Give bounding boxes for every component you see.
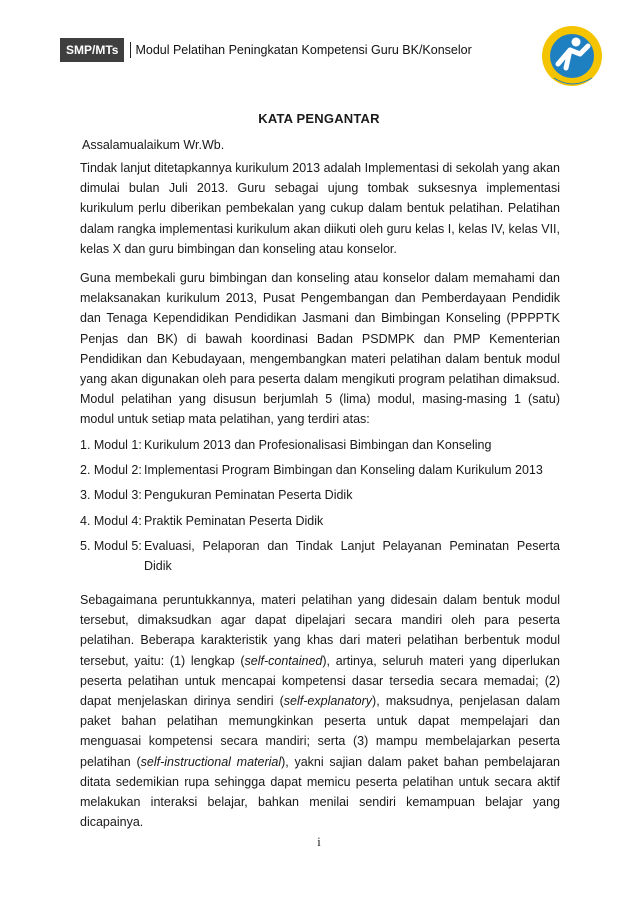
paragraph-3-text <box>80 590 560 832</box>
list-item-text: Kurikulum 2013 dan Profesionalisasi Bimbingan dan Konseling <box>144 438 492 452</box>
module-list <box>80 435 560 581</box>
list-item <box>80 435 560 455</box>
list-item <box>80 460 560 480</box>
level-badge: SMP/MTs <box>60 38 124 62</box>
list-item-number: 4. Modul 4: <box>80 513 142 528</box>
list-item <box>80 485 560 505</box>
kurikulum-2013-logo-icon <box>536 20 608 92</box>
list-item-text: Evaluasi, Pelaporan dan Tindak Lanjut Pelayanan Peminatan Peserta Didik <box>144 538 560 573</box>
paragraph-1 <box>80 158 560 259</box>
list-item-text: Praktik Peminatan Peserta Didik <box>144 513 324 528</box>
list-item-number: 5. Modul 5: <box>80 538 142 553</box>
paragraph-2-text: Guna membekali guru bimbingan dan konseling atau konselor dalam memahami dan melaksanakan kurikulum 2013, Pusat Pengembangan dan Pemberdayaan Pendidik dan Tenaga Kependidikan Pendidikan Jasmani dan Bimbingan Konseling (PPPPTK Penjas dan BK) di bawah koordinasi Badan PSDMPK dan PMP Kementerian Pendidikan dan Kebudayaan, mengembangkan materi pelatihan dalam bentuk modul yang akan digunakan oleh para peserta dalam mengikuti program pelatihan dimaksud. Modul pelatihan yang disusun berjumlah 5 (lima) modul, masing-masing 1 (satu) modul untuk setiap mata pelatihan, yang terdiri atas: <box>80 271 560 427</box>
paragraph-2 <box>80 268 560 430</box>
list-item-number: 3. Modul 3: <box>80 488 142 503</box>
paragraph-3-part-3: ), maksudnya, penjelasan dalam paket bahan pelatihan memungkinkan peserta untuk dapat mempelajari dan menguasai kompetensi secara mandiri; serta (3) mampu membelajarkan peserta pelatihan ( <box>80 694 560 769</box>
greeting: Assalamualaikum Wr.Wb. <box>82 138 225 152</box>
header-title: Modul Pelatihan Peningkatan Kompetensi Guru BK/Konselor <box>135 43 472 57</box>
paragraph-3-part-1: Sebagaimana peruntukkannya, materi pelatihan yang didesain dalam bentuk modul tersebut, dimaksudkan agar dapat dipelajari secara mandiri oleh para peserta pelatihan. Beberapa karakteristik yang khas dari materi pelatihan berbentuk modul tersebut, yaitu: (1) lengkap ( <box>80 593 560 668</box>
section-title: KATA PENGANTAR <box>258 111 380 126</box>
paragraph-3-part-2: ), artinya, seluruh materi yang diperlukan peserta pelatihan untuk mencapai kompetensi dasar tersedia secara memadai; (2) dapat menjelaskan dirinya sendiri ( <box>80 653 560 709</box>
paragraph-3-term-1: self-contained <box>244 653 323 668</box>
page-number: i <box>317 835 321 849</box>
paragraph-3-term-3: self-instructional material <box>140 754 282 769</box>
list-item-text: Implementasi Program Bimbingan dan Konseling dalam Kurikulum 2013 <box>144 463 543 478</box>
list-item <box>80 511 560 531</box>
paragraph-3-part-4: ), yakni sajian dalam paket bahan pembelajaran ditata sedemikian rupa sehingga dapat memicu peserta pelatihan untuk secara aktif melakukan interaksi belajar, bahkan menilai sendiri kemampuan belajar yang dicapainya. <box>80 754 561 830</box>
header-divider <box>130 42 131 58</box>
running-header <box>60 38 472 62</box>
list-item-text: Pengukuran Peminatan Peserta Didik <box>144 488 353 503</box>
paragraph-3-term-2: self-explanatory <box>283 694 373 709</box>
list-item <box>80 536 560 576</box>
list-item-number: 2. Modul 2: <box>80 463 142 478</box>
list-item-number: 1. Modul 1: <box>80 438 142 452</box>
paragraph-1-text: Tindak lanjut ditetapkannya kurikulum 2013 adalah Implementasi di sekolah yang akan dimulai bulan Juli 2013. Guru sebagai ujung tombak suksesnya implementasi kurikulum perlu diberikan pembekalan yang cukup dalam bentuk pelatihan. Pelatihan dalam rangka implementasi kurikulum akan diikuti oleh guru kelas I, kelas IV, kelas VII, kelas X dan guru bimbingan dan konseling atau konselor. <box>80 161 560 256</box>
paragraph-3 <box>80 590 560 832</box>
